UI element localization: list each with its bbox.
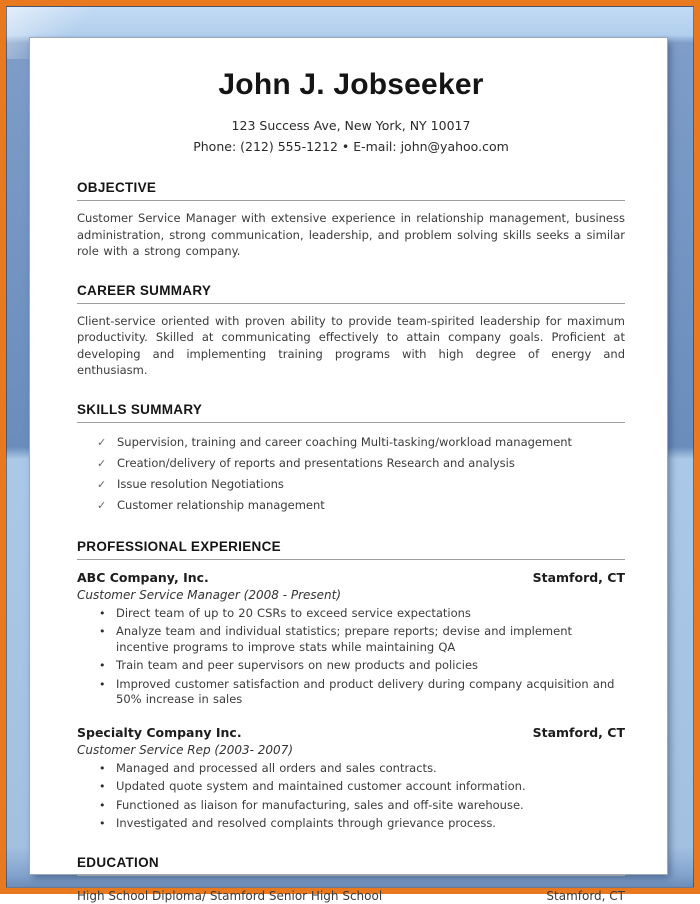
bullet-icon: • xyxy=(99,677,106,691)
job-bullet xyxy=(77,677,625,708)
bullet-icon: • xyxy=(99,625,106,638)
bullet-icon: • xyxy=(99,817,106,830)
bullet-text: Analyze team and individual statistics; prepare reports; devise and implement incentive programs to improve stats while maintaining QA xyxy=(116,624,572,654)
bullet-icon: • xyxy=(99,659,106,672)
professional-experience-heading: PROFESSIONAL EXPERIENCE xyxy=(77,539,625,560)
job-title: Customer Service Rep (2003- 2007) xyxy=(77,742,294,757)
objective-heading: OBJECTIVE xyxy=(77,180,625,201)
objective-text: Customer Service Manager with extensive experience in relationship management, business administration, strong communication, leadership, and problem solving skills seeks a similar role with a strong company. xyxy=(77,211,625,258)
skill-text: Creation/delivery of reports and presentations Research and analysis xyxy=(117,455,515,470)
bullet-text: Managed and processed all orders and sales contracts. xyxy=(116,760,437,775)
checkmark-icon: ✓ xyxy=(97,435,107,449)
career-summary-text: Client-service oriented with proven ability to provide team-spirited leadership for maximum productivity. Skilled at communicating effectively to attain company goals. Proficient at developing and implementing training programs with high degree of energy and enthusiasm. xyxy=(77,313,625,377)
education-entry xyxy=(77,888,625,904)
bullet-text: Improved customer satisfaction and product delivery during company acquisition and 50% increase in sales xyxy=(116,676,615,706)
phone-email-line: Phone: (212) 555-1212 • E-mail: john@yahoo.com xyxy=(193,139,509,154)
skill-item xyxy=(77,432,625,453)
bullet-text: Functioned as liaison for manufacturing, sales and off-site warehouse. xyxy=(116,797,524,812)
company-name: Specialty Company Inc. xyxy=(77,724,242,740)
company-location: Stamford, CT xyxy=(532,569,625,585)
checkmark-icon: ✓ xyxy=(97,456,107,470)
checkmark-icon: ✓ xyxy=(97,498,107,512)
company-location: Stamford, CT xyxy=(532,724,625,740)
skill-item xyxy=(77,453,625,474)
job-bullet xyxy=(77,761,625,777)
job-title: Customer Service Manager (2008 - Present) xyxy=(77,587,342,602)
skills-list xyxy=(77,432,625,516)
section-objective xyxy=(77,180,625,260)
window-frame xyxy=(6,6,694,903)
education-heading: EDUCATION xyxy=(77,855,625,876)
section-professional-experience xyxy=(77,539,625,832)
job-bullet xyxy=(77,816,625,832)
job-bullet xyxy=(77,779,625,795)
job-entry xyxy=(77,724,625,832)
education-degree: High School Diploma/ Stamford Senior High School xyxy=(77,888,383,903)
skill-text: Supervision, training and career coaching Multi-tasking/workload management xyxy=(117,434,573,449)
address-line: 123 Success Ave, New York, NY 10017 xyxy=(231,118,471,133)
bullet-text: Train team and peer supervisors on new products and policies xyxy=(116,658,479,672)
career-summary-heading: CAREER SUMMARY xyxy=(77,283,625,304)
job-header xyxy=(77,569,625,586)
resume-page xyxy=(30,38,667,903)
skill-item xyxy=(77,474,625,495)
skill-item xyxy=(77,495,625,516)
bullet-text: Investigated and resolved complaints through grievance process. xyxy=(116,816,496,830)
section-education xyxy=(77,855,625,904)
bullet-icon: • xyxy=(99,606,106,620)
skill-text: Issue resolution Negotiations xyxy=(117,476,284,491)
bullet-text: Updated quote system and maintained customer account information. xyxy=(116,779,526,793)
education-location: Stamford, CT xyxy=(546,888,625,903)
job-entry xyxy=(77,569,625,708)
checkmark-icon: ✓ xyxy=(97,477,107,491)
section-skills-summary xyxy=(77,402,625,516)
skills-summary-heading: SKILLS SUMMARY xyxy=(77,402,625,423)
bullet-icon: • xyxy=(99,798,106,812)
candidate-name: John J. Jobseeker xyxy=(218,68,484,101)
job-bullet-list xyxy=(77,761,625,832)
job-bullet xyxy=(77,624,625,655)
contact-block xyxy=(77,115,625,157)
job-bullet xyxy=(77,606,625,622)
bullet-icon: • xyxy=(99,761,106,775)
bullet-text: Direct team of up to 20 CSRs to exceed service expectations xyxy=(116,605,471,620)
job-header xyxy=(77,724,625,741)
job-bullet xyxy=(77,658,625,674)
job-bullet xyxy=(77,798,625,814)
skill-text: Customer relationship management xyxy=(117,497,325,512)
bullet-icon: • xyxy=(99,780,106,793)
section-career-summary xyxy=(77,283,625,379)
company-name: ABC Company, Inc. xyxy=(77,569,209,585)
job-bullet-list xyxy=(77,606,625,708)
